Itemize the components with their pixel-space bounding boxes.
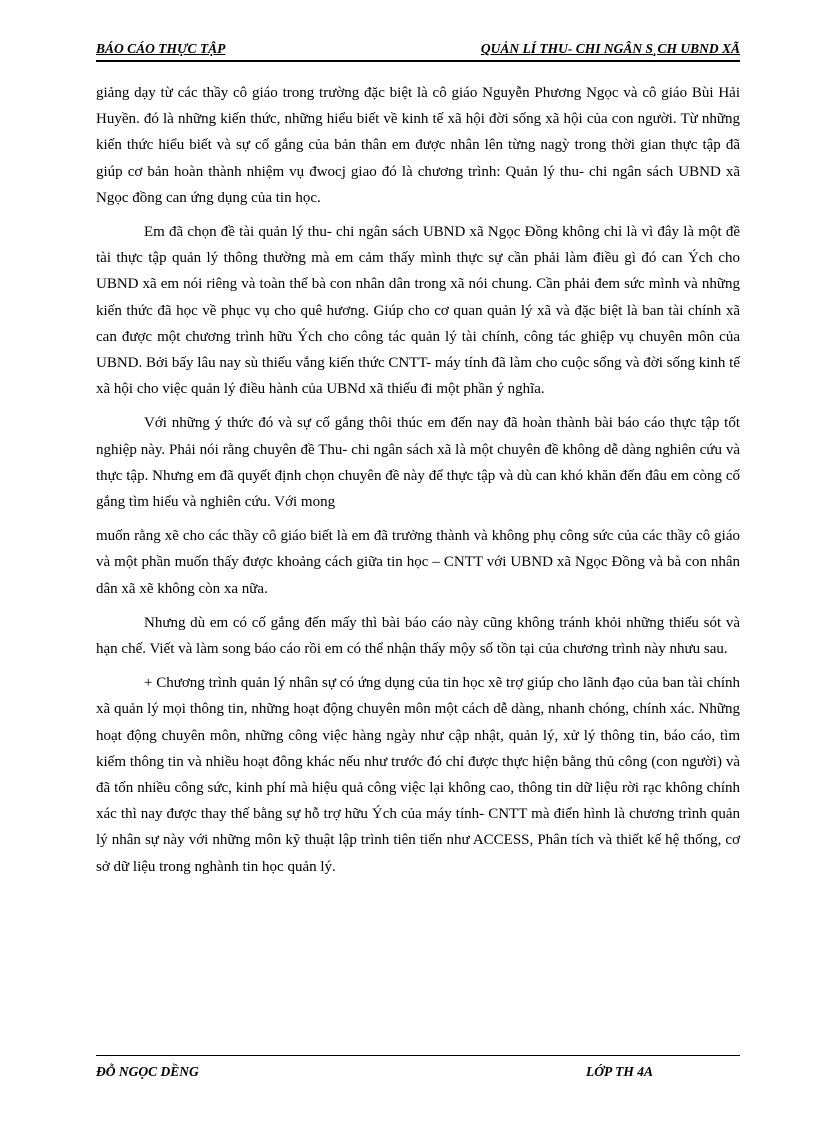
header-report-title: BÁO CÁO THỰC TẬP <box>96 41 226 56</box>
paragraph-5: Nhưng dù em có cố gắng đến mấy thì bài báo cáo này cũng không tránh khỏi những thiếu sót và hạn chế. Viết và làm song báo cáo rồi em có thể nhận thấy mộy số tồn tại của chương trình này nhưu sau. <box>96 614 740 658</box>
footer-class: LỚP TH 4A <box>586 1064 653 1079</box>
header-topic-title: QUẢN LÍ THU- CHI NGÂN S¸CH UBND XÃ <box>480 41 740 56</box>
paragraph-4: muốn rằng xẽ cho các thầy cô giáo biết là em đã trưởng thành và không phụ công sức của các thầy cô giáo và một phần muốn thấy được khoảng cách giữa tin học – CNTT với UBND xã Ngọc Đồng và bà con nhân dân xã xẽ không còn xa nữa. <box>96 528 740 597</box>
paragraph-2: Em đã chọn đề tài quản lý thu- chi ngân sách UBND xã Ngọc Đồng không chỉ là vì đây là một đề tài thực tập quản lý thông thường mà em cảm thấy mình thực sự cần phải làm điều gì đó can Ých cho UBND xã em nói riêng và toàn thể bà con nhân dân trong xã nói chung. Cần phải đem sức mình và những kiến thức đã học về phục vụ cho quê hương. Giúp cho cơ quan quản lý xã và đặc biệt là ban tài chính xã can được một chương trình hữu Ých cho công tác quản lý tài chính, công tác ghiệp vụ chuyên môn của UBND. Bởi bấy lâu nay sù thiếu vắng kiến thức CNTT- máy tính đã làm cho cuộc sống và đời sống kinh tế xã hội cho việc quản lý điều hành của UBNd xã thiếu đi một phần ý nghĩa. <box>96 224 740 398</box>
paragraph-1: giảng dạy từ các thầy cô giáo trong trường đặc biệt là cô giáo Nguyễn Phương Ngọc và cô giáo Bùi Hải Huyền. đó là những kiến thức, những hiểu biết về kinh tế xã hội đời sống xã hội của con người. Từ những kiến thức hiểu biết và sự cố gắng của bản thân em được nhân lên từng nagỳ trong thời gian thực tập đã giúp cơ bản hoàn thành nhiệm vụ đwocj giao đó là chương trình: Quản lý thu- chi ngân sách UBND xã Ngọc đồng can ứng dụng của tin học. <box>96 85 740 206</box>
paragraph-6: + Chương trình quản lý nhân sự có ứng dụng của tin học xẽ trợ giúp cho lãnh đạo của ban tài chính xã quản lý mọi thông tin, những hoạt động chuyên môn một cách dễ dàng, nhanh chóng, chính xác. Những hoạt động chuyên môn, những công việc hàng ngày như cập nhật, quản lý, xử lý thông tin, báo cáo, tìm kiếm thông tin và nhiều hoạt đông khác nếu như trước đó chỉ được thực hiện bằng thủ công (con người) và đã tốn nhiều công sức, kinh phí mà hiệu quả công việc lại không cao, thông tin dữ liệu rời rạc không chính xác thì nay được thay thế bằng sự hỗ trợ hữu Ých của máy tính- CNTT mà điển hình là chương trình quản lý nhân sự này với những môn kỹ thuật lập trình tiên tiến như ACCESS, Phân tích và thiết kế hệ thống, cơ sở dữ liệu trong nghành tin học quản lý. <box>96 675 740 875</box>
footer-author: ĐỖ NGỌC DỀNG <box>96 1064 199 1079</box>
document-body <box>96 80 740 888</box>
footer-divider <box>96 1055 740 1056</box>
page-header <box>96 41 740 57</box>
header-divider <box>96 60 740 62</box>
paragraph-3: Với những ý thức đó và sự cố gắng thôi thúc em đến nay đã hoàn thành bài báo cáo thực tập tốt nghiệp này. Phải nói rằng chuyên đề Thu- chi ngân sách xã là một chuyên đề không dễ dàng nghiên cứu và thực tập. Nhưng em đã quyết định chọn chuyên đề này để thực tập và dù can khó khăn đến đâu em còng cố gắng tìm hiểu và nghiên cứu. Với mong <box>96 415 740 511</box>
